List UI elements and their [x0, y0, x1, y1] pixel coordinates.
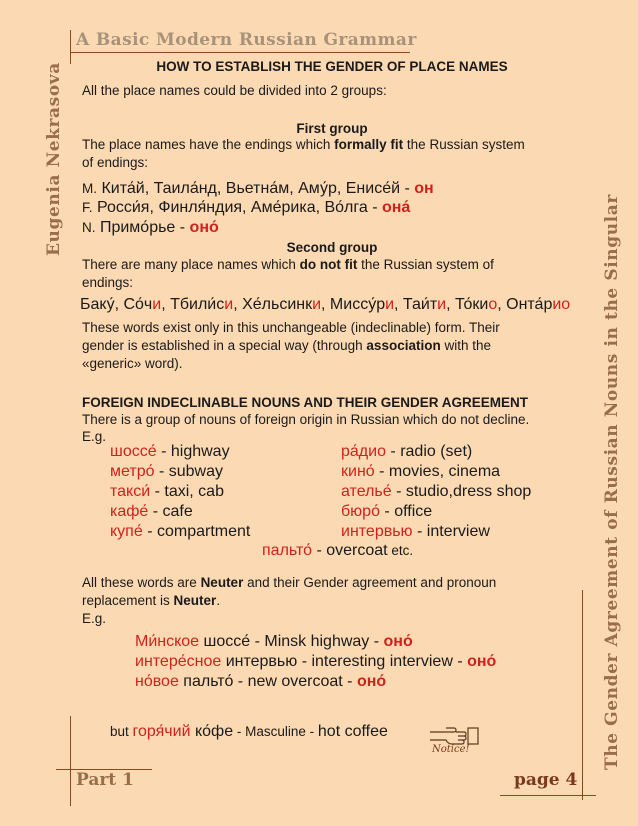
noun-item: такси́ - taxi, cab: [110, 483, 224, 500]
place-tokyo: То́кио: [454, 296, 498, 313]
example-row: но́вое пальто́ - new overcoat - оно́: [135, 673, 387, 690]
but-gender: - Masculine -: [233, 724, 318, 739]
section1-intro: All the place names could be divided into 2 groups:: [82, 83, 387, 98]
place-sochi: Со́чи: [123, 296, 162, 313]
place-baku: Баку́: [80, 296, 115, 313]
place-tahiti: Таи́ти: [402, 296, 447, 313]
agree-bold1: Neuter: [200, 575, 244, 590]
agree-a: All these words are: [82, 575, 201, 590]
feminine-words: Росси́я, Финля́ндия, Аме́рика, Во́лга -: [96, 199, 382, 216]
frame-left-line-lower: [70, 716, 71, 806]
page-number: page 4: [514, 770, 578, 790]
neuter-agreement-text: [82, 574, 582, 628]
note-b: gender is established in a special way (through: [82, 338, 367, 353]
place-tbilisi: Тбили́си: [170, 296, 234, 313]
section1-heading: HOW TO ESTABLISH THE GENDER OF PLACE NAMES: [156, 59, 508, 74]
notice-label: Notice!: [432, 744, 470, 755]
noun-item: кафе́ - cafe: [110, 503, 193, 520]
agree-bold2: Neuter: [173, 593, 217, 608]
second-text-c: endings:: [82, 275, 134, 290]
second-text-a: There are many place names which: [82, 257, 300, 272]
place-helsinki: Хе́льсинки: [242, 296, 322, 313]
first-text-b: the Russian system: [403, 137, 525, 152]
section2-heading: FOREIGN INDECLINABLE NOUNS AND THEIR GENDER AGREEMENT: [82, 395, 529, 410]
feminine-label: F.: [82, 200, 93, 215]
agree-b: and their Gender agreement and pronoun: [243, 575, 497, 590]
but-adjective: горя́чий: [132, 723, 191, 740]
agree-eg: E.g.: [82, 611, 107, 626]
agree-c: replacement is: [82, 593, 174, 608]
masculine-label: M.: [82, 181, 97, 196]
first-group-text: [82, 136, 582, 172]
first-text-c: of endings:: [82, 155, 149, 170]
frame-right-line: [582, 590, 583, 800]
author-name: Eugenia Nekrasova: [44, 62, 64, 256]
example-row: интере́сное интервью - interesting interview - оно́: [135, 653, 497, 670]
neuter-words: Примо́рье -: [99, 219, 190, 236]
note-c: with the: [440, 338, 491, 353]
indeclinable-place-list: Баку́, Со́чи, Тбили́си, Хе́льсинки, Миссу́ри, Таи́ти, То́кио, Онта́рио: [80, 296, 571, 313]
frame-top-line: [70, 52, 410, 53]
masculine-row: [82, 180, 582, 198]
note-d: «generic» word).: [82, 356, 183, 371]
book-title: A Basic Modern Russian Grammar: [76, 30, 417, 50]
noun-item: шоссе́ - highway: [110, 443, 230, 460]
second-text-b: the Russian system of: [357, 257, 494, 272]
second-group-text: [82, 256, 582, 292]
neuter-row: [82, 219, 582, 237]
noun-item: метро́ - subway: [110, 463, 223, 480]
but-english: hot coffee: [317, 723, 388, 740]
part-label: Part 1: [76, 770, 134, 790]
noun-item: бюро́ - office: [341, 503, 433, 520]
first-group-title: First group: [296, 121, 368, 136]
noun-list-right: [341, 442, 531, 542]
noun-item: ра́дио - radio (set): [341, 443, 473, 460]
exception-row: [110, 723, 388, 741]
feminine-row: [82, 199, 582, 217]
place-ontario: Онта́рио: [506, 296, 571, 313]
noun-item: купе́ - compartment: [110, 523, 251, 540]
second-group-title: Second group: [286, 240, 378, 255]
noun-item: ателье́ - studio,dress shop: [341, 483, 532, 500]
note-bold: association: [366, 338, 441, 353]
section2-intro: There is a group of nouns of foreign origin in Russian which do not decline.: [82, 412, 530, 427]
noun-item: кино́ - movies, cinema: [341, 463, 501, 480]
chapter-title: The Gender Agreement of Russian Nouns in the Singular: [602, 194, 622, 770]
masculine-pronoun: он: [414, 180, 434, 197]
agree-d: .: [216, 593, 221, 608]
neuter-pronoun: оно́: [189, 219, 219, 236]
indeclinable-note: [82, 319, 582, 373]
section2-eg: E.g.: [82, 429, 107, 444]
frame-left-line: [70, 30, 71, 64]
noun-item-overcoat: пальто́ - overcoat etc.: [262, 542, 414, 559]
noun-list-left: [110, 442, 250, 542]
place-missouri: Миссу́ри: [329, 296, 395, 313]
noun-item: интервью - interview: [341, 523, 490, 540]
example-row: Ми́нское шоссе́ - Minsk highway - оно́: [135, 633, 413, 650]
neuter-label: N.: [82, 220, 96, 235]
first-text-bold: formally fit: [334, 137, 404, 152]
first-text-a: The place names have the endings which: [82, 137, 335, 152]
but-noun: ко́фе: [190, 723, 234, 740]
note-a: These words exist only in this unchangeable (indeclinable) form. Their: [82, 320, 500, 335]
agreement-examples: [135, 632, 496, 692]
masculine-words: Кита́й, Таила́нд, Вьетна́м, Аму́р, Енисе́й -: [101, 180, 415, 197]
pointing-hand-icon: [428, 722, 480, 746]
but-word: but: [110, 724, 133, 739]
feminine-pronoun: она́: [381, 199, 411, 216]
second-text-bold: do not fit: [299, 257, 358, 272]
